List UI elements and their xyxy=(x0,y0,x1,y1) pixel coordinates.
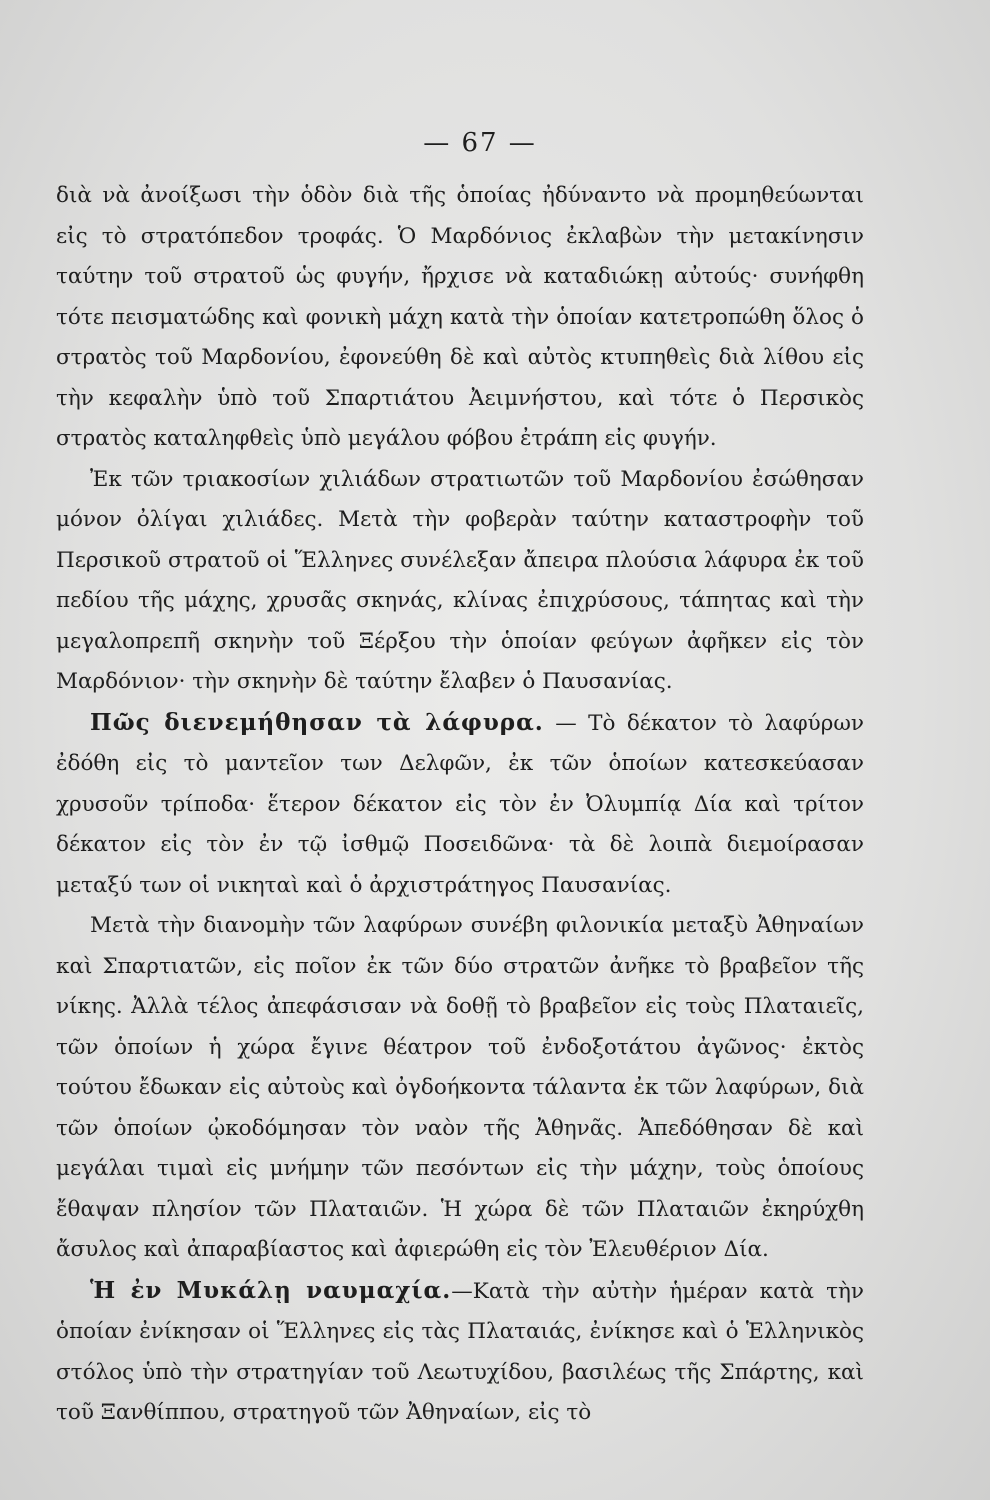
paragraph-3 xyxy=(56,703,864,907)
paragraph-1: διὰ νὰ ἀνοίξωσι τὴν ὁδὸν διὰ τῆς ὁποίας ἠδύναντο νὰ προμηθεύωνται εἰς τὸ στρατόπεδον τροφάς. Ὁ Μαρδόνιος ἐκλαβὼν τὴν μετακίνησιν ταύτην τοῦ στρατοῦ ὡς φυγήν, ἤρχισε νὰ καταδιώκῃ αὐτούς· συνήφθη τότε πεισματώδης καὶ φονικὴ μάχη κατὰ τὴν ὁποίαν κατετροπώθη ὅλος ὁ στρατὸς τοῦ Μαρδονίου, ἐφονεύθη δὲ καὶ αὐτὸς κτυπηθεὶς διὰ λίθου εἰς τὴν κεφαλὴν ὑπὸ τοῦ Σπαρτιάτου Ἀειμνήστου, καὶ τότε ὁ Περσικὸς στρατὸς καταληφθεὶς ὑπὸ μεγάλου φόβου ἐτράπη εἰς φυγήν. xyxy=(56,183,864,451)
body-text xyxy=(56,176,864,1434)
paragraph-2: Ἐκ τῶν τριακοσίων χιλιάδων στρατιωτῶν τοῦ Μαρδονίου ἐσώθησαν μόνον ὀλίγαι χιλιάδες. Μετὰ τὴν φοβερὰν ταύτην καταστροφὴν τοῦ Περσικοῦ στρατοῦ οἱ Ἕλληνες συνέλεξαν ἄπειρα πλούσια λάφυρα ἐκ τοῦ πεδίου τῆς μάχης, χρυσᾶς σκηνάς, κλίνας ἐπιχρύσους, τάπητας καὶ τὴν μεγαλοπρεπῆ σκηνὴν τοῦ Ξέρξου τὴν ὁποίαν φεύγων ἀφῆκεν εἰς τὸν Μαρδόνιον· τὴν σκηνὴν δὲ ταύτην ἔλαβεν ὁ Παυσανίας. xyxy=(56,466,864,694)
section-heading-spoils: Πῶς διενεμήθησαν τὰ λάφυρα. xyxy=(90,708,544,736)
paragraph-5-text: —Κατὰ τὴν αὐτὴν ἡμέραν κατὰ τὴν ὁποίαν ἐνίκησαν οἱ Ἕλληνες εἰς τὰς Πλαταιάς, ἐνίκησε καὶ ὁ Ἑλληνικὸς στόλος ὑπὸ τὴν στρατηγίαν τοῦ Λεωτυχίδου, βασιλέως τῆς Σπάρτης, καὶ τοῦ Ξανθίππου, στρατηγοῦ τῶν Ἀθηναίων, εἰς τὸ xyxy=(56,1278,864,1425)
paragraph-4: Μετὰ τὴν διανομὴν τῶν λαφύρων συνέβη φιλονικία μεταξὺ Ἀθηναίων καὶ Σπαρτιατῶν, εἰς ποῖον ἐκ τῶν δύο στρατῶν ἀνῆκε τὸ βραβεῖον τῆς νίκης. Ἀλλὰ τέλος ἀπεφάσισαν νὰ δοθῇ τὸ βραβεῖον εἰς τοὺς Πλαταιεῖς, τῶν ὁποίων ἡ χώρα ἔγινε θέατρον τοῦ ἐνδοξοτάτου ἀγῶνος· ἐκτὸς τούτου ἔδωκαν εἰς αὐτοὺς καὶ ὀγδοήκοντα τάλαντα ἐκ τῶν λαφύρων, διὰ τῶν ὁποίων ᾠκοδόμησαν τὸν ναὸν τῆς Ἀθηνᾶς. Ἀπεδόθησαν δὲ καὶ μεγάλαι τιμαὶ εἰς μνήμην τῶν πεσόντων εἰς τὴν μάχην, τοὺς ὁποίους ἔθαψαν πλησίον τῶν Πλαταιῶν. Ἡ χώρα δὲ τῶν Πλαταιῶν ἐκηρύχθη ἄσυλος καὶ ἀπαραβίαστος καὶ ἀφιερώθη εἰς τὸν Ἐλευθέριον Δία. xyxy=(56,913,864,1262)
paragraph-5 xyxy=(56,1271,864,1434)
page-number: — 67 — xyxy=(423,128,537,158)
paragraph-3-text: — Τὸ δέκατον τὸ λαφύρων ἐδόθη εἰς τὸ μαντεῖον των Δελφῶν, ἐκ τῶν ὁποίων κατεσκεύασαν χρυσοῦν τρίποδα· ἕτερον δέκατον εἰς τὸν ἐν Ὀλυμπίᾳ Δία καὶ τρίτον δέκατον εἰς τὸν ἐν τῷ ἰσθμῷ Ποσειδῶνα· τὰ δὲ λοιπὰ διεμοίρασαν μεταξύ των οἱ νικηταὶ καὶ ὁ ἀρχιστράτηγος Παυσανίας. xyxy=(56,710,864,898)
section-heading-mycale: Ἡ ἐν Μυκάλῃ ναυμαχία. xyxy=(90,1276,452,1304)
